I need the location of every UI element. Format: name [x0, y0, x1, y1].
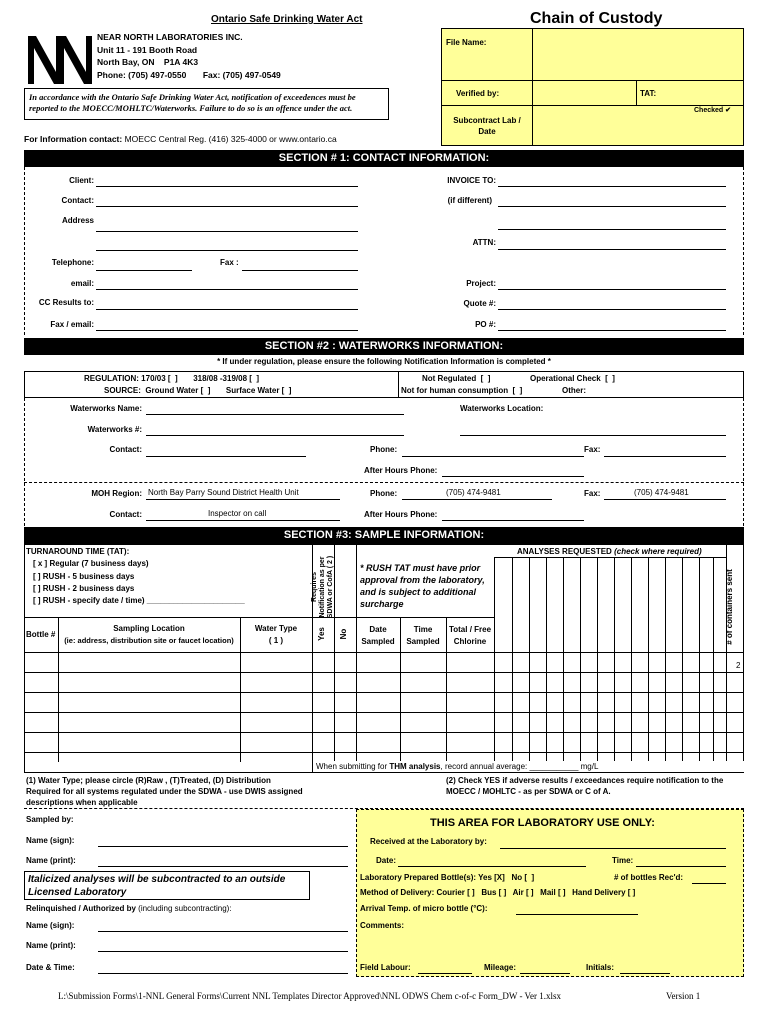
lab-address1: Unit 11 - 191 Booth Road — [97, 45, 198, 55]
ww-phone-field[interactable] — [402, 456, 584, 457]
act-title: Ontario Safe Drinking Water Act — [211, 14, 363, 25]
moh-after-hours-label: After Hours Phone: — [364, 510, 438, 519]
tat-rush-specify[interactable]: [ ] RUSH - specify date / time) ______________________ — [33, 596, 245, 605]
relinquished-bold: Relinquished / Authorized by — [26, 904, 136, 913]
thm-note — [316, 762, 598, 771]
client-label: Client: — [69, 176, 94, 185]
received-field[interactable] — [500, 848, 726, 849]
telephone-field[interactable] — [96, 270, 192, 271]
thm-suffix: , record annual average: ___________ mg/L — [440, 762, 599, 771]
quote-label: Quote #: — [463, 299, 496, 308]
version-label: Version 1 — [666, 991, 701, 1001]
invoice-field-3[interactable] — [498, 229, 726, 230]
not-human-option[interactable]: Not for human consumption [ ] — [401, 386, 523, 395]
field-labour-field[interactable] — [418, 973, 472, 974]
water-type-header: Water Type — [254, 624, 298, 633]
ww-location-field[interactable] — [146, 435, 404, 436]
mileage-field[interactable] — [520, 973, 570, 974]
row1-container-count: 2 — [736, 661, 741, 670]
rush-note: * RUSH TAT must have prior approval from the laboratory, and is subject to additional surcharge — [360, 563, 485, 609]
sampling-location-header: Sampling Location — [113, 624, 185, 633]
ww-phone-label: Phone: — [370, 445, 398, 454]
address-label: Address — [61, 216, 94, 225]
section2-title: SECTION #2 : WATERWORKS INFORMATION: — [24, 338, 744, 355]
after-hours-field[interactable] — [442, 476, 584, 477]
company-logo — [28, 32, 92, 86]
attn-label: ATTN: — [472, 238, 496, 247]
contact-label: Contact: — [61, 196, 94, 205]
subcontract-field[interactable] — [534, 107, 742, 145]
tat-label: TAT: — [640, 89, 657, 98]
ww-name-field[interactable] — [146, 414, 404, 415]
water-type-note — [26, 775, 326, 808]
field-labour-label: Field Labour: — [360, 963, 411, 972]
if-different-label: (if different) — [447, 196, 492, 205]
name-sign-field[interactable] — [98, 846, 348, 847]
tat-rush5[interactable]: [ ] RUSH - 5 business days — [33, 572, 135, 581]
moh-contact-value: Inspector on call — [208, 509, 267, 518]
moh-phone-label: Phone: — [370, 489, 398, 498]
attn-field[interactable] — [498, 249, 726, 250]
lab-name: NEAR NORTH LABORATORIES INC. — [97, 32, 243, 42]
received-label: Received at the Laboratory by: — [370, 837, 487, 846]
lab-phones: Phone: (705) 497-0550 Fax: (705) 497-0549 — [97, 70, 281, 80]
moh-phone-value: (705) 474-9481 — [446, 488, 501, 497]
regulation-note: * If under regulation, please ensure the following Notification Information is completed * — [217, 357, 551, 366]
water-type-note-1: (1) Water Type; please circle (R)Raw , (T)Treated, (D) Distribution — [26, 776, 271, 785]
ww-location-field-2[interactable] — [460, 435, 726, 436]
name-print2-label: Name (print): — [26, 941, 76, 950]
name-sign2-label: Name (sign): — [26, 921, 75, 930]
arrival-temp-field[interactable] — [516, 914, 638, 915]
file-name-label: File Name: — [446, 38, 487, 47]
info-contact — [24, 134, 337, 144]
operational-option[interactable]: Operational Check [ ] — [530, 374, 615, 383]
ww-contact-field[interactable] — [146, 456, 306, 457]
relinquished-sub: (including subcontracting): — [135, 904, 232, 913]
name-print-field[interactable] — [98, 866, 348, 867]
name-print2-field[interactable] — [98, 951, 348, 952]
email-label: email: — [70, 279, 94, 288]
ww-num-label: Waterworks #: — [87, 425, 142, 434]
notification-note: (2) Check YES if adverse results / exceedances require notification to the MOECC / MOHLTC - as per SDWA or C of A. — [446, 776, 724, 796]
ww-name-label: Waterworks Name: — [70, 404, 142, 413]
analyses-requested-header — [517, 547, 702, 556]
thm-prefix: When submitting for — [316, 762, 390, 771]
telephone-label: Telephone: — [51, 258, 94, 267]
date-time-field[interactable] — [98, 973, 348, 974]
italic-note: Italicized analyses will be subcontracted to an outside Licensed Laboratory — [28, 874, 286, 898]
moh-contact-label: Contact: — [109, 510, 142, 519]
ww-contact-label: Contact: — [109, 445, 142, 454]
date-field[interactable] — [398, 866, 586, 867]
contact-field[interactable] — [96, 206, 358, 207]
client-field[interactable] — [96, 186, 358, 187]
section3-title: SECTION #3: SAMPLE INFORMATION: — [24, 527, 744, 544]
regulation-options[interactable]: REGULATION: 170/03 [ ] 318/08 -319/08 [ ] — [84, 374, 260, 383]
tat-title: TURNAROUND TIME (TAT): — [26, 547, 130, 556]
info-label: For Information contact: — [24, 134, 123, 144]
initials-field[interactable] — [620, 973, 670, 974]
moh-region-label: MOH Region: — [91, 489, 142, 498]
sampled-by-label: Sampled by: — [26, 815, 74, 824]
name-sign-label: Name (sign): — [26, 836, 75, 845]
chlorine-header: Total / Free Chlorine — [448, 625, 492, 646]
address-field-1[interactable] — [96, 231, 358, 232]
analyses-requested-label: ANALYSES REQUESTED — [517, 547, 612, 556]
file-name-field[interactable] — [534, 30, 742, 78]
fax-label: Fax : — [220, 258, 239, 267]
lab-use-title: THIS AREA FOR LABORATORY USE ONLY: — [430, 817, 655, 829]
invoice-label: INVOICE TO: — [447, 176, 496, 185]
yes-header: Yes — [317, 627, 326, 641]
prepared-bottles[interactable]: Laboratory Prepared Bottle(s): Yes [X] No [ ] — [360, 873, 535, 882]
comments-label: Comments: — [360, 921, 405, 930]
date-sampled-header: Date Sampled — [361, 625, 395, 646]
project-field[interactable] — [498, 289, 726, 290]
requires-notification-header: Requires Notification as per SDWA or CofA ( 2 ) — [311, 555, 334, 619]
sampling-location-sub: (ie: address, distribution site or faucet location) — [64, 636, 234, 645]
moh-fax-value: (705) 474-9481 — [634, 488, 689, 497]
file-path: L:\Submission Forms\1-NNL General Forms\Current NNL Templates Director Approved\NNL ODWS Chem c-of-c Form_DW - Ver 1.xlsx — [58, 991, 562, 1001]
relinquished-label — [26, 904, 232, 913]
time-field[interactable] — [636, 866, 726, 867]
verified-label: Verified by: — [456, 89, 500, 98]
initials-label: Initials: — [586, 963, 615, 972]
water-type-note-2: Required for all systems regulated under the SDWA - use DWIS assigned descriptions when applicable — [26, 787, 303, 807]
fax-email-label: Fax / email: — [50, 320, 94, 329]
email-field[interactable] — [96, 289, 358, 290]
tat-rush2[interactable]: [ ] RUSH - 2 business days — [33, 584, 135, 593]
not-regulated-option[interactable]: Not Regulated [ ] — [422, 374, 491, 383]
date-label: Date: — [376, 856, 397, 865]
notice-box — [24, 88, 389, 120]
other-option[interactable]: Other: — [562, 386, 586, 395]
cc-field[interactable] — [96, 309, 358, 310]
po-field[interactable] — [498, 330, 726, 331]
check-where-label: (check where required) — [614, 547, 702, 556]
verified-field[interactable] — [534, 82, 634, 104]
moh-after-hours-field[interactable] — [442, 520, 584, 521]
name-sign2-field[interactable] — [98, 931, 348, 932]
po-label: PO #: — [475, 320, 496, 329]
invoice-field[interactable] — [498, 186, 726, 187]
checked-label: Checked ✔ — [694, 107, 731, 114]
mileage-label: Mileage: — [484, 963, 517, 972]
bottles-recd-label: # of bottles Rec'd: — [614, 873, 684, 882]
project-label: Project: — [466, 279, 496, 288]
bottle-num-header: Bottle # — [26, 630, 56, 639]
fax-email-field[interactable] — [96, 330, 358, 331]
water-type-sub: ( 1 ) — [268, 636, 284, 645]
name-print-label: Name (print): — [26, 856, 76, 865]
italic-note-box — [24, 871, 310, 900]
subcontract-label: Subcontract Lab / Date — [453, 116, 521, 136]
after-hours-label: After Hours Phone: — [364, 466, 438, 475]
cc-label: CC Results to: — [38, 298, 94, 307]
thm-bold: THM analysis — [389, 762, 441, 771]
containers-sent-header: # of containers sent — [725, 569, 734, 645]
section1-title: SECTION # 1: CONTACT INFORMATION: — [24, 150, 744, 167]
invoice-field-2[interactable] — [498, 206, 726, 207]
address-field-2[interactable] — [96, 250, 358, 251]
moh-region-value: North Bay Parry Sound District Health Unit — [148, 488, 299, 497]
info-value: MOECC Central Reg. (416) 325-4000 or www.ontario.ca — [122, 134, 337, 144]
no-header: No — [339, 628, 348, 640]
time-label: Time: — [612, 856, 634, 865]
ww-location-label: Waterworks Location: — [460, 404, 544, 413]
ww-fax-field[interactable] — [604, 456, 726, 457]
tat-regular[interactable]: [ x ] Regular (7 business days) — [33, 559, 149, 568]
quote-field[interactable] — [498, 309, 726, 310]
source-options[interactable]: SOURCE: Ground Water [ ] Surface Water [ ] — [104, 386, 292, 395]
arrival-temp-label: Arrival Temp. of micro bottle (°C): — [360, 904, 488, 913]
lab-address2: North Bay, ON P1A 4K3 — [97, 57, 199, 67]
fax-field[interactable] — [242, 270, 358, 271]
notice-text: In accordance with the Ontario Safe Drinking Water Act, notification of exceedences must be reported to the MOECC/MOHLTC/Waterworks. Failure to do so is an offence under the act. — [29, 92, 356, 113]
moh-fax-label: Fax: — [584, 489, 601, 498]
delivery-method[interactable]: Method of Delivery: Courier [ ] Bus [ ] Air [ ] Mail [ ] Hand Delivery [ ] — [360, 888, 636, 897]
bottles-recd-field[interactable] — [692, 883, 726, 884]
ww-fax-label: Fax: — [584, 445, 601, 454]
time-sampled-header: Time Sampled — [406, 625, 440, 646]
date-time-label: Date & Time: — [26, 963, 75, 972]
coc-title: Chain of Custody — [530, 10, 663, 27]
